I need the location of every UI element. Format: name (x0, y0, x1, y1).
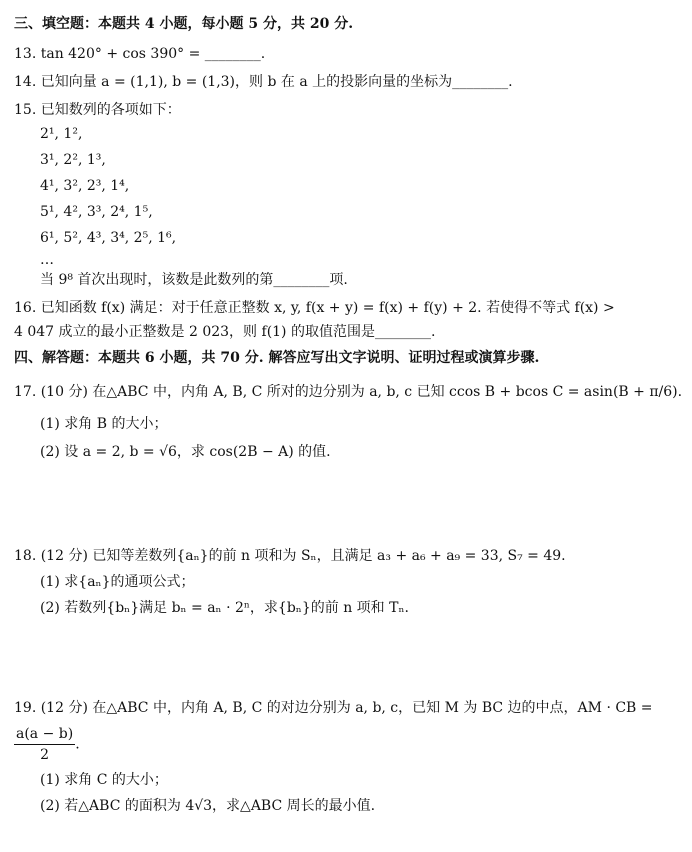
fraction-tail: . (75, 736, 80, 753)
question-13: 13. tan 420° + cos 390° = ________. (14, 46, 266, 62)
question-15-row-2: 3¹, 2², 1³, (40, 152, 106, 168)
section-3-heading: 三、填空题：本题共 4 小题，每小题 5 分，共 20 分. (14, 16, 354, 32)
question-15-row-3: 4¹, 3², 2³, 1⁴, (40, 178, 130, 194)
question-16-line-2: 4 047 成立的最小正整数是 2 023，则 f(1) 的取值范围是________. (14, 324, 436, 340)
question-19-stem: 19. (12 分) 在△ABC 中，内角 A, B, C 的对边分别为 a, b, c，已知 M 为 BC 边的中点，AM · CB = (14, 700, 653, 716)
question-15-row-4: 5¹, 4², 3³, 2⁴, 1⁵, (40, 204, 153, 220)
question-17-part-1: (1) 求角 B 的大小； (40, 416, 168, 432)
question-18-part-1: (1) 求{aₙ}的通项公式； (40, 574, 195, 590)
question-17-stem: 17. (10 分) 在△ABC 中，内角 A, B, C 所对的边分别为 a, b, c 已知 ccos B + bcos C = asin(B + π/6). (14, 384, 683, 400)
question-18-part-2: (2) 若数列{bₙ}满足 bₙ = aₙ · 2ⁿ，求{bₙ}的前 n 项和 Tₙ. (40, 600, 409, 616)
fraction-numerator: a(a − b) (14, 724, 75, 745)
question-16-line-1: 16. 已知函数 f(x) 满足：对于任意正整数 x, y, f(x + y) = f(x) + f(y) + 2. 若使得不等式 f(x) > (14, 300, 615, 316)
question-15-row-5: 6¹, 5², 4³, 3⁴, 2⁵, 1⁶, (40, 230, 177, 246)
fraction-denominator: 2 (40, 747, 50, 763)
question-19-part-2: (2) 若△ABC 的面积为 4√3，求△ABC 周长的最小值. (40, 798, 376, 814)
question-15-stem: 15. 已知数列的各项如下： (14, 102, 181, 118)
section-4-heading: 四、解答题：本题共 6 小题，共 70 分. 解答应写出文字说明、证明过程或演算步骤. (14, 350, 540, 366)
question-19-fraction-line (14, 724, 80, 765)
question-18-stem: 18. (12 分) 已知等差数列{aₙ}的前 n 项和为 Sₙ，且满足 a₃ + a₆ + a₉ = 33, S₇ = 49. (14, 548, 566, 564)
fraction (14, 724, 75, 765)
question-15-tail: 当 9⁸ 首次出现时，该数是此数列的第________项. (40, 272, 348, 288)
question-19-part-1: (1) 求角 C 的大小； (40, 772, 168, 788)
question-15-row-1: 2¹, 1², (40, 126, 83, 142)
question-15-row-6: … (40, 252, 54, 268)
question-17-part-2: (2) 设 a = 2, b = √6，求 cos(2B − A) 的值. (40, 444, 331, 460)
question-14: 14. 已知向量 a = (1,1), b = (1,3)，则 b 在 a 上的投影向量的坐标为________. (14, 74, 513, 90)
